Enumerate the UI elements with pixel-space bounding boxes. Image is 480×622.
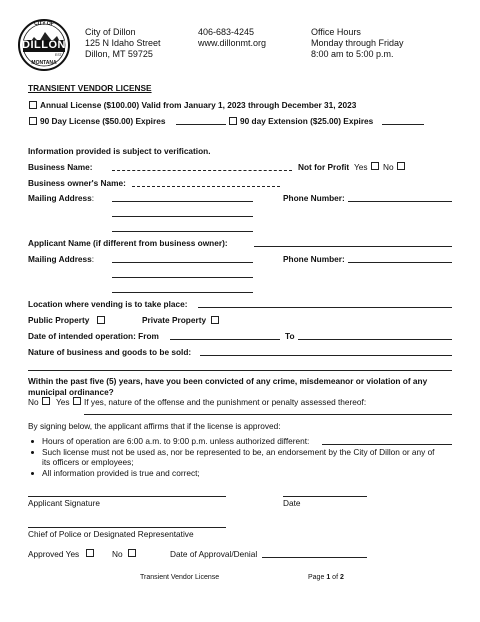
mailing-address-label-1 xyxy=(28,193,94,203)
conviction-question: Within the past five (5) years, have you been convicted of any crime, misdemeanor or violation of any municipal ordinance? xyxy=(28,376,428,397)
footer-title: Transient Vendor License xyxy=(140,574,220,581)
mailing-address-text: Mailing Address xyxy=(28,193,92,203)
nature-label: Nature of business and goods to be sold: xyxy=(28,347,192,357)
approved-no-label: No xyxy=(112,549,123,559)
mailing-address-field-6[interactable] xyxy=(112,292,253,293)
offense-details-field[interactable] xyxy=(84,414,452,415)
date-to-field[interactable] xyxy=(298,339,452,340)
bullet-item-3: All information provided is true and correct; xyxy=(42,468,200,478)
mailing-address-text-2: Mailing Address xyxy=(28,254,92,264)
nfp-no-checkbox[interactable] xyxy=(397,162,405,170)
office-hours xyxy=(311,27,404,60)
date-operation-label: Date of intended operation: From xyxy=(28,331,159,341)
mailing-address-field-5[interactable] xyxy=(112,277,253,278)
phone-number-field-2[interactable] xyxy=(348,262,452,263)
mailing-address-field-2[interactable] xyxy=(112,216,253,217)
bullet-item-2: Such license must not be used as, nor be represented to be, an endorsement by the City of Dillon or any of xyxy=(42,447,435,457)
page-of: of xyxy=(332,574,339,581)
date-to-label: To xyxy=(285,331,295,341)
annual-license-label: Annual License ($100.00) Valid from January 1, 2023 through December 31, 2023 xyxy=(40,100,357,110)
applicant-signature-field[interactable] xyxy=(28,496,226,497)
mailing-address-label-2 xyxy=(28,254,94,264)
page-prefix: Page xyxy=(308,574,325,581)
city-address xyxy=(85,27,161,60)
approval-date-field[interactable] xyxy=(262,557,367,558)
private-property-checkbox[interactable] xyxy=(211,316,219,324)
applicant-date-field[interactable] xyxy=(283,496,367,497)
ninety-ext-expires-field[interactable] xyxy=(382,124,424,125)
ninety-day-checkbox[interactable] xyxy=(29,117,37,125)
phone-text: 406-683-4245 xyxy=(198,27,255,37)
nature-field-2[interactable] xyxy=(28,370,452,371)
approval-date-label: Date of Approval/Denial xyxy=(170,549,258,559)
public-property-checkbox[interactable] xyxy=(97,316,105,324)
logo-top-text: CITY OF xyxy=(34,21,54,27)
applicant-date-label: Date xyxy=(283,498,301,508)
mailing-address-colon-2: : xyxy=(91,254,95,264)
not-for-profit-label: Not for Profit xyxy=(298,162,350,172)
hours-authorized-field[interactable] xyxy=(322,444,452,445)
ninety-ext-label: 90 day Extension ($25.00) Expires xyxy=(240,116,374,126)
hours-times: 8:00 am to 5:00 p.m. xyxy=(311,49,394,59)
mailing-address-field-3[interactable] xyxy=(112,231,253,232)
conviction-yes-label: Yes xyxy=(56,397,70,407)
annual-license-checkbox[interactable] xyxy=(29,101,37,109)
chief-signature-field[interactable] xyxy=(28,527,226,528)
logo-est-text: EST. xyxy=(55,53,63,57)
ninety-ext-checkbox[interactable] xyxy=(229,117,237,125)
bullet-dot xyxy=(31,472,34,475)
ninety-day-label: 90 Day License ($50.00) Expires xyxy=(40,116,166,126)
phone-number-field-1[interactable] xyxy=(348,201,452,202)
chief-signature-label: Chief of Police or Designated Representative xyxy=(28,529,194,539)
form-title: TRANSIENT VENDOR LICENSE xyxy=(28,83,152,93)
applicant-name-field[interactable] xyxy=(254,246,452,247)
phone-number-label-2: Phone Number: xyxy=(283,254,345,264)
location-field[interactable] xyxy=(198,307,452,308)
affirm-statement: By signing below, the applicant affirms that if the license is approved: xyxy=(28,421,281,431)
applicant-name-label: Applicant Name (if different from business owner): xyxy=(28,238,228,248)
address-line-3: Dillon, MT 59725 xyxy=(85,49,153,59)
address-line-2: 125 N Idaho Street xyxy=(85,38,161,48)
city-contact xyxy=(198,27,266,49)
logo-main-text: DILLON xyxy=(22,39,66,51)
page-total: 2 xyxy=(339,574,344,581)
if-yes-label: If yes, nature of the offense and the punishment or penalty assessed thereof: xyxy=(84,397,367,407)
approved-no-checkbox[interactable] xyxy=(128,549,136,557)
bullet-dot xyxy=(31,440,34,443)
footer-page-number xyxy=(308,574,344,581)
address-line-1: City of Dillon xyxy=(85,27,136,37)
ninety-day-expires-field[interactable] xyxy=(176,124,226,125)
location-label: Location where vending is to take place: xyxy=(28,299,188,309)
private-property-label: Private Property xyxy=(142,315,207,325)
mailing-address-field-4[interactable] xyxy=(112,262,253,263)
nfp-no-label: No xyxy=(383,162,394,172)
owner-name-field[interactable] xyxy=(132,186,280,187)
nfp-yes-checkbox[interactable] xyxy=(371,162,379,170)
business-name-field[interactable] xyxy=(112,170,292,171)
bullet-dot xyxy=(31,451,34,454)
phone-number-label-1: Phone Number: xyxy=(283,193,345,203)
conviction-no-checkbox[interactable] xyxy=(42,397,50,405)
applicant-signature-label: Applicant Signature xyxy=(28,498,100,508)
bullet-item-1: Hours of operation are 6:00 a.m. to 9:00 p.m. unless authorized different: xyxy=(42,436,310,446)
nfp-yes-label: Yes xyxy=(354,162,368,172)
website-link[interactable]: www.dillonmt.org xyxy=(198,38,267,48)
page-current: 1 xyxy=(326,574,331,581)
bullet-item-2-cont: its officers or employees; xyxy=(42,457,134,467)
date-from-field[interactable] xyxy=(170,339,280,340)
logo-bottom-text: MONTANA xyxy=(31,60,57,66)
mailing-address-field-1[interactable] xyxy=(112,201,253,202)
mailing-address-colon: : xyxy=(91,193,95,203)
verification-note: Information provided is subject to verification. xyxy=(28,146,211,156)
hours-title: Office Hours xyxy=(311,27,361,37)
nature-field-1[interactable] xyxy=(200,355,452,356)
owner-name-label: Business owner's Name: xyxy=(28,178,126,188)
city-logo xyxy=(17,18,71,72)
conviction-yes-checkbox[interactable] xyxy=(73,397,81,405)
conviction-no-label: No xyxy=(28,397,39,407)
hours-days: Monday through Friday xyxy=(311,38,404,48)
approved-yes-label: Approved Yes xyxy=(28,549,80,559)
approved-yes-checkbox[interactable] xyxy=(86,549,94,557)
business-name-label: Business Name: xyxy=(28,162,93,172)
public-property-label: Public Property xyxy=(28,315,90,325)
